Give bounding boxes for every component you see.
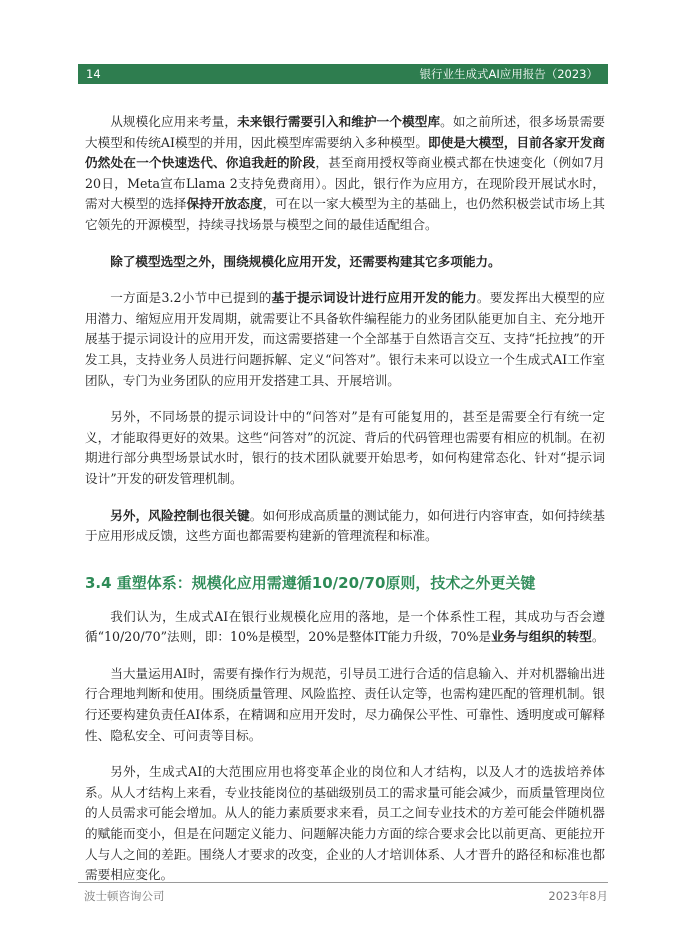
paragraph-capabilities-lead: 除了模型选型之外，围绕规模化应用开发，还需要构建其它多项能力。 [110,253,501,269]
paragraph-talent-structure: 另外，生成式AI的大范围应用也将变革企业的岗位和人才结构，以及人才的选拔培养体系。从人才结构上来看，专业技能岗位的基础级别员工的需求量可能会减少，而质量管理岗位的人员需求可能会增加。从人的能力素质要求来看，员工之间专业技术的方差可能会伴随机器的赋能而变小，但是在问题定义能力、问题解决能力方面的综合要求会比以前更高、更能拉开人与人之间的差距。围绕人才要求的改变，企业的人才培训体系、人才晋升的路径和标准也都需要相应变化。 [85,764,605,883]
body-text: 。如之前所述，很多场景需要大模型和传统AI模型的并用，因此模型库需要纳入多种模型。 [85,114,606,150]
body-text: 从规模化应用来考量， [110,114,238,129]
paragraph-10-20-70 [85,607,605,648]
page-number: 14 [86,67,101,81]
footer-divider [78,882,608,883]
emphasis-text: 即使是大模型，目前各家开发商仍然处在一个快速迭代、你追我赶的阶段 [85,134,606,171]
paragraph-risk-control [85,506,605,547]
emphasis-text: 业务与组织的转型 [491,629,592,645]
emphasis-text: 另外，风险控制也很关键 [110,507,250,523]
body-text: 。如何形成高质量的测试能力，如何进行内容审查，如何持续基于应用形成反馈，这些方面也都需要构建新的管理流程和标准。 [85,507,606,544]
paragraph-responsible-ai: 当大量运用AI时，需要有操作行为规范，引导员工进行合适的信息输入、并对机器输出进行合理地判断和使用。围绕质量管理、风险监控、责任认定等，也需构建匹配的管理机制。银行还要构建负责任AI体系，在精调和应用开发时，尽力确保公平性、可靠性、透明度或可解释性、隐私安全、可问责等目标。 [85,665,605,743]
emphasis-text: 未来银行需要引入和维护一个模型库 [237,114,441,129]
paragraph-qa-pairs: 另外，不同场景的提示词设计中的“问答对”是有可能复用的，甚至是需要全行有统一定义，才能取得更好的效果。这些“问答对”的沉淀、背后的代码管理也需要有相应的机制。在初期进行部分典型场景试水时，银行的技术团队就要开始思考，如何构建常态化、针对“提示词设计”开发的研发管理机制。 [85,409,605,486]
report-title: 银行业生成式AI应用报告（2023） [419,67,598,81]
body-text: 一方面是3.2小节中已提到的 [110,290,272,306]
paragraph-model-library [85,112,605,236]
body-text: 。要发挥出大模型的应用潜力、缩短应用开发周期，就需要让不具备软件编程能力的业务团队能更加自主、充分地开展基于提示词设计的应用开发，而这需要搭建一个全部基于自然语言交互、支持“托拉拽”的开发工具，支持业务人员进行问题拆解、定义“问答对”。银行未来可以设立一个生成式AI工作室团队，专门为业务团队的应用开发搭建工具、开展培训。 [85,290,606,388]
body-text: ，可在以一家大模型为主的基础上，也仍然积极尝试市场上其它领先的开源模型，持续寻找场景与模型之间的最佳适配组合。 [85,196,606,232]
emphasis-text: 保持开放态度 [186,196,263,212]
page-header [78,64,608,84]
footer-date: 2023年8月 [548,889,608,903]
body-text: 。 [591,629,605,645]
footer-company: 波士顿咨询公司 [84,889,165,903]
body-text: 我们认为，生成式AI在银行业规模化应用的落地，是一个体系性工程，其成功与否会遵循“10/20/70”法则，即：10%是模型，20%是整体IT能力升级，70%是 [85,608,605,645]
paragraph-prompt-development [85,288,605,391]
emphasis-text: 基于提示词设计进行应用开发的能力 [271,290,477,306]
section-title: 3.4 重塑体系：规模化应用需遵循10/20/70原则，技术之外更关键 [85,573,536,592]
body-text: ，甚至商用授权等商业模式都在快速变化（例如7月20日，Meta宣布Llama 2支持免费商用）。因此，银行作为应用方，在现阶段开展试水时，需对大模型的选择 [85,155,606,212]
page-content [85,112,605,902]
